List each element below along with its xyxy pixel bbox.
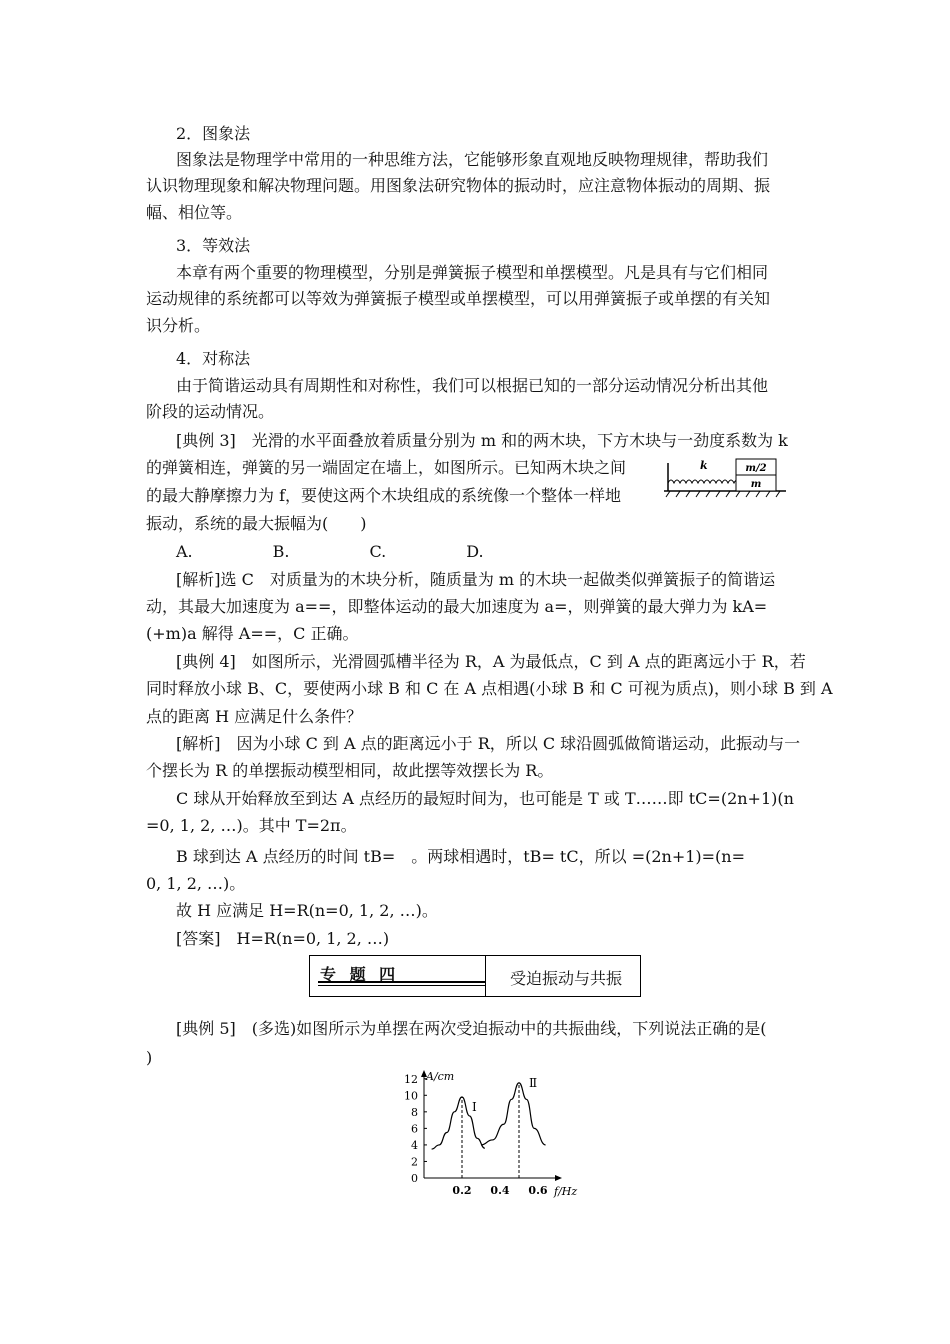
divider	[318, 981, 486, 983]
analysis-line: (+m)a 解得 A==，C 正确。	[146, 624, 359, 643]
spring-coil	[668, 480, 740, 483]
topic-number: 专 题 四	[320, 965, 400, 984]
analysis-line: C 球从开始释放至到达 A 点经历的最短时间为，也可能是 T 或 T……即 tC=(2n+1)(n	[176, 789, 794, 808]
series-label: Ⅱ	[529, 1075, 538, 1090]
y-tick-label: 6	[411, 1122, 418, 1136]
answer-line: [答案] H=R(n=0, 1, 2, …)	[176, 929, 390, 948]
paragraph-line: 运动规律的系统都可以等效为弹簧振子模型或单摆模型，可以用弹簧振子或单摆的有关知	[146, 289, 771, 308]
series-label: Ⅰ	[472, 1099, 477, 1114]
example-3-line: 振动，系统的最大振幅为( )	[146, 514, 367, 533]
x-tick-label: 0.2	[452, 1184, 472, 1197]
paragraph-line: 识分析。	[146, 316, 211, 335]
y-tick-label: 0	[411, 1172, 418, 1185]
analysis-line: [解析]选 C 对质量为的木块分析，随质量为 m 的木块一起做类似弹簧振子的简谐运	[176, 570, 776, 589]
y-tick-label: 4	[411, 1138, 418, 1152]
heading-symmetry-method: 4．对称法	[176, 349, 251, 368]
resonance-curve-1	[432, 1097, 485, 1149]
example-3-line: [典例 3] 光滑的水平面叠放着质量分别为 m 和的两木块，下方木块与一劲度系数为 k	[176, 431, 788, 450]
spring-block-figure	[660, 455, 790, 503]
paragraph-line: 认识物理现象和解决物理问题。用图象法研究物体的振动时，应注意物体振动的周期、振	[146, 176, 771, 195]
y-tick-label: 8	[411, 1105, 418, 1119]
spring-constant-label: k	[700, 459, 708, 472]
analysis-line: 个摆长为 R 的单摆振动模型相同，故此摆等效摆长为 R。	[146, 761, 554, 780]
y-tick-label: 10	[404, 1089, 418, 1103]
analysis-line: =0, 1, 2, …)。其中 T=2π。	[146, 816, 357, 835]
x-axis-arrow	[555, 1175, 562, 1181]
analysis-line: B 球到达 A 点经历的时间 tB= 。两球相遇时，tB= tC，所以 =(2n+1)=(n=	[176, 847, 746, 866]
floor-hatch	[666, 491, 780, 497]
paragraph-line: 幅、相位等。	[146, 203, 243, 222]
x-tick-label: 0.6	[528, 1184, 548, 1197]
y-tick-label: 2	[411, 1155, 418, 1169]
divider	[485, 956, 486, 996]
resonance-curve-2	[481, 1083, 546, 1145]
heading-graph-method: 2．图象法	[176, 124, 251, 143]
heading-equivalence-method: 3．等效法	[176, 236, 251, 255]
resonance-curve-chart	[372, 1064, 592, 1204]
example-4-line: 同时释放小球 B、C，要使两小球 B 和 C 在 A 点相遇(小球 B 和 C 可视为质点)，则小球 B 到 A	[146, 679, 833, 698]
upper-block-label: m/2	[745, 463, 767, 474]
analysis-line: 0, 1, 2, …)。	[146, 874, 246, 893]
lower-block-label: m	[750, 479, 762, 490]
topic-banner	[309, 955, 641, 997]
y-tick-label: 12	[404, 1072, 418, 1086]
example-3-line: 的最大静摩擦力为 f，要使这两个木块组成的系统像一个整体一样地	[146, 486, 622, 505]
topic-title: 受迫振动与共振	[510, 969, 623, 988]
example-3-line: 的弹簧相连，弹簧的另一端固定在墙上，如图所示。已知两木块之间	[146, 458, 627, 477]
y-axis-label: A/cm	[426, 1070, 455, 1083]
example-4-line: 点的距离 H 应满足什么条件？	[146, 707, 363, 726]
paragraph-line: 图象法是物理学中常用的一种思维方法，它能够形象直观地反映物理规律，帮助我们	[176, 150, 769, 169]
analysis-line: [解析] 因为小球 C 到 A 点的距离远小于 R，所以 C 球沿圆弧做简谐运动，此振动与一	[176, 734, 801, 753]
paragraph-line: 本章有两个重要的物理模型，分别是弹簧振子模型和单摆模型。凡是具有与它们相同	[176, 263, 769, 282]
analysis-line: 动，其最大加速度为 a==，即整体运动的最大加速度为 a=，则弹簧的最大弹力为 kA=	[146, 597, 768, 616]
example-3-options: A. B. C. D.	[176, 542, 484, 561]
example-5-line: )	[146, 1048, 153, 1067]
divider	[318, 985, 486, 986]
example-5-line: [典例 5] (多选)如图所示为单摆在两次受迫振动中的共振曲线，下列说法正确的是(	[176, 1019, 767, 1038]
example-4-line: [典例 4] 如图所示，光滑圆弧槽半径为 R，A 为最低点，C 到 A 点的距离远小于 R，若	[176, 652, 806, 671]
x-axis-label: f/Hz	[554, 1185, 578, 1198]
paragraph-line: 阶段的运动情况。	[146, 402, 275, 421]
analysis-line: 故 H 应满足 H=R(n=0, 1, 2, …)。	[176, 901, 438, 920]
paragraph-line: 由于简谐运动具有周期性和对称性，我们可以根据已知的一部分运动情况分析出其他	[176, 376, 769, 395]
x-tick-label: 0.4	[490, 1184, 510, 1197]
